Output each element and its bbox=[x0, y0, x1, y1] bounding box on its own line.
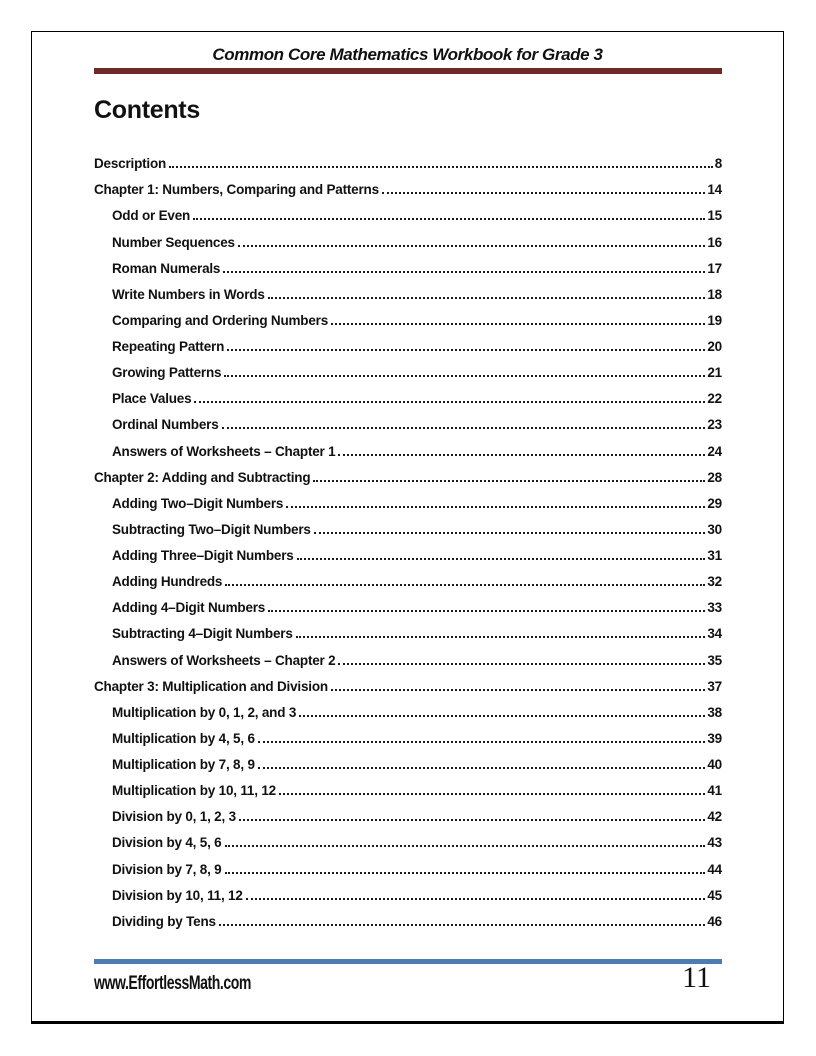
table-of-contents bbox=[94, 145, 722, 929]
toc-entry-page: 44 bbox=[707, 861, 722, 877]
website-link[interactable]: www.EffortlessMath.com bbox=[94, 973, 251, 994]
toc-entry[interactable] bbox=[94, 511, 722, 537]
toc-entry-page: 19 bbox=[707, 312, 722, 328]
toc-entry[interactable] bbox=[94, 850, 722, 876]
toc-entry-page: 30 bbox=[707, 521, 722, 537]
toc-entry-label[interactable]: Adding Hundreds bbox=[112, 574, 223, 590]
toc-entry-label[interactable]: Roman Numerals bbox=[112, 260, 221, 276]
toc-entry-label[interactable]: Odd or Even bbox=[112, 208, 191, 224]
toc-entry-label[interactable]: Place Values bbox=[112, 391, 192, 407]
toc-entry[interactable] bbox=[94, 302, 722, 328]
toc-entry-page: 45 bbox=[707, 887, 722, 903]
toc-dot-leader bbox=[286, 506, 705, 508]
toc-entry-label[interactable]: Multiplication by 10, 11, 12 bbox=[112, 783, 276, 799]
toc-entry-page: 43 bbox=[707, 835, 722, 851]
toc-dot-leader bbox=[268, 610, 705, 612]
toc-dot-leader bbox=[258, 741, 706, 743]
toc-entry-label[interactable]: Subtracting 4–Digit Numbers bbox=[112, 626, 293, 642]
toc-entry[interactable] bbox=[94, 589, 722, 615]
toc-entry-label[interactable]: Number Sequences bbox=[112, 234, 235, 250]
footer-rule bbox=[94, 959, 722, 964]
toc-entry-page: 23 bbox=[707, 417, 722, 433]
toc-entry[interactable] bbox=[94, 877, 722, 903]
toc-entry-page: 38 bbox=[707, 704, 722, 720]
toc-dot-leader bbox=[224, 375, 705, 377]
toc-entry-label[interactable]: Adding Three–Digit Numbers bbox=[112, 548, 294, 563]
toc-entry-page: 41 bbox=[707, 783, 722, 799]
toc-entry-page: 15 bbox=[707, 208, 722, 224]
toc-dot-leader bbox=[238, 245, 706, 247]
toc-dot-leader bbox=[338, 454, 705, 456]
toc-dot-leader bbox=[227, 349, 705, 351]
toc-entry[interactable] bbox=[94, 641, 722, 667]
toc-entry[interactable] bbox=[94, 406, 722, 432]
toc-entry[interactable] bbox=[94, 720, 722, 746]
toc-entry-label[interactable]: Multiplication by 4, 5, 6 bbox=[112, 730, 255, 746]
toc-entry[interactable] bbox=[94, 276, 722, 302]
toc-dot-leader bbox=[314, 532, 706, 534]
toc-entry-page: 35 bbox=[707, 652, 722, 668]
toc-entry[interactable] bbox=[94, 537, 722, 563]
running-header-title: Common Core Mathematics Workbook for Grade 3 bbox=[212, 45, 603, 64]
toc-entry-page: 42 bbox=[707, 809, 722, 825]
toc-dot-leader bbox=[225, 872, 706, 874]
toc-entry-page: 28 bbox=[707, 469, 722, 485]
toc-dot-leader bbox=[219, 924, 706, 926]
toc-entry-label[interactable]: Write Numbers in Words bbox=[112, 286, 265, 302]
toc-dot-leader bbox=[268, 297, 706, 299]
document-page bbox=[31, 31, 784, 1024]
toc-dot-leader bbox=[239, 819, 705, 821]
toc-entry[interactable] bbox=[94, 459, 722, 485]
toc-dot-leader bbox=[169, 166, 713, 168]
toc-entry-label[interactable]: Multiplication by 0, 1, 2, and 3 bbox=[112, 704, 297, 720]
toc-entry-label[interactable]: Division by 7, 8, 9 bbox=[112, 861, 222, 877]
page-number: 11 bbox=[682, 961, 711, 994]
toc-dot-leader bbox=[223, 271, 705, 273]
toc-entry-page: 22 bbox=[707, 391, 722, 407]
toc-dot-leader bbox=[297, 558, 706, 560]
toc-dot-leader bbox=[331, 689, 705, 691]
toc-dot-leader bbox=[279, 793, 705, 795]
toc-entry-label[interactable]: Comparing and Ordering Numbers bbox=[112, 312, 329, 328]
toc-entry-page: 29 bbox=[707, 495, 722, 511]
header-rule bbox=[94, 68, 722, 74]
toc-entry-label[interactable]: Chapter 3: Multiplication and Division bbox=[94, 678, 328, 694]
toc-entry-label[interactable]: Answers of Worksheets – Chapter 2 bbox=[112, 652, 336, 668]
toc-dot-leader bbox=[225, 845, 706, 847]
toc-entry[interactable] bbox=[94, 197, 722, 223]
toc-dot-leader bbox=[338, 663, 705, 665]
toc-entry[interactable] bbox=[94, 903, 722, 929]
toc-entry-label[interactable]: Division by 10, 11, 12 bbox=[112, 887, 243, 903]
toc-entry[interactable] bbox=[94, 668, 722, 694]
toc-dot-leader bbox=[193, 218, 705, 220]
toc-entry-label[interactable]: Growing Patterns bbox=[112, 365, 222, 381]
toc-entry[interactable] bbox=[94, 380, 722, 406]
toc-entry[interactable] bbox=[94, 772, 722, 798]
toc-entry-page: 31 bbox=[707, 548, 722, 563]
toc-entry-page: 18 bbox=[707, 286, 722, 302]
toc-dot-leader bbox=[246, 898, 706, 900]
toc-entry[interactable] bbox=[94, 746, 722, 772]
toc-entry-page: 24 bbox=[707, 443, 722, 459]
toc-entry-label[interactable]: Dividing by Tens bbox=[112, 913, 216, 929]
toc-entry-label[interactable]: Answers of Worksheets – Chapter 1 bbox=[112, 443, 336, 459]
toc-dot-leader bbox=[313, 480, 705, 482]
toc-entry[interactable] bbox=[94, 694, 722, 720]
toc-dot-leader bbox=[222, 427, 706, 429]
toc-entry-page: 33 bbox=[707, 600, 722, 616]
toc-entry-page: 46 bbox=[707, 913, 722, 929]
toc-entry[interactable] bbox=[94, 145, 722, 171]
toc-entry-label[interactable]: Chapter 1: Numbers, Comparing and Patterns bbox=[94, 182, 379, 198]
toc-entry[interactable] bbox=[94, 250, 722, 276]
toc-entry-page: 16 bbox=[707, 234, 722, 250]
toc-entry-page: 20 bbox=[707, 339, 722, 354]
toc-entry-label[interactable]: Division by 0, 1, 2, 3 bbox=[112, 809, 236, 825]
toc-entry[interactable] bbox=[94, 328, 722, 354]
toc-dot-leader bbox=[258, 767, 706, 769]
toc-entry-label[interactable]: Division by 4, 5, 6 bbox=[112, 835, 222, 851]
toc-entry-label[interactable]: Chapter 2: Adding and Subtracting bbox=[94, 469, 311, 485]
toc-entry-label[interactable]: Subtracting Two–Digit Numbers bbox=[112, 521, 311, 537]
toc-entry[interactable] bbox=[94, 824, 722, 850]
toc-entry-page: 17 bbox=[707, 260, 722, 276]
toc-entry-label[interactable]: Adding Two–Digit Numbers bbox=[112, 495, 284, 511]
toc-entry[interactable] bbox=[94, 615, 722, 641]
toc-dot-leader bbox=[296, 636, 706, 638]
toc-entry-page: 8 bbox=[714, 156, 722, 172]
toc-dot-leader bbox=[382, 192, 705, 194]
toc-entry-page: 37 bbox=[707, 678, 722, 694]
toc-dot-leader bbox=[194, 401, 705, 403]
toc-entry-label[interactable]: Description bbox=[94, 156, 167, 172]
toc-entry-label[interactable]: Multiplication by 7, 8, 9 bbox=[112, 757, 255, 772]
toc-entry-page: 32 bbox=[707, 574, 722, 590]
toc-entry[interactable] bbox=[94, 485, 722, 511]
toc-entry-page: 21 bbox=[707, 365, 722, 381]
toc-entry-label[interactable]: Repeating Pattern bbox=[112, 339, 225, 354]
toc-entry-label[interactable]: Ordinal Numbers bbox=[112, 417, 219, 433]
toc-entry[interactable] bbox=[94, 798, 722, 824]
toc-dot-leader bbox=[225, 584, 705, 586]
toc-entry[interactable] bbox=[94, 171, 722, 197]
toc-entry-page: 39 bbox=[707, 730, 722, 746]
toc-entry-page: 14 bbox=[707, 182, 722, 198]
toc-dot-leader bbox=[331, 323, 705, 325]
toc-dot-leader bbox=[299, 715, 705, 717]
toc-entry-page: 40 bbox=[707, 757, 722, 772]
toc-entry-page: 34 bbox=[707, 626, 722, 642]
toc-entry-label[interactable]: Adding 4–Digit Numbers bbox=[112, 600, 266, 616]
contents-heading: Contents bbox=[94, 96, 200, 124]
toc-entry[interactable] bbox=[94, 354, 722, 380]
toc-entry[interactable] bbox=[94, 563, 722, 589]
toc-entry[interactable] bbox=[94, 432, 722, 458]
toc-entry[interactable] bbox=[94, 223, 722, 249]
